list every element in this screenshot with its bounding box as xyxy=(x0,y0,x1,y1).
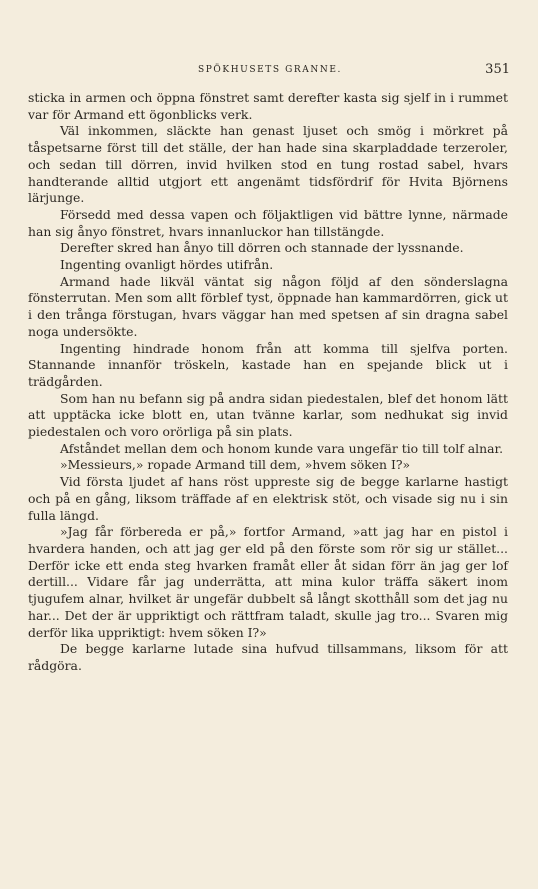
paragraph: Som han nu befann sig på andra sidan piedestalen, blef det honom lätt att upptäcka icke blott en, utan tvänne karlar, som nedhukat sig invid piedestalen och voro orörliga på sin plats. xyxy=(28,390,508,440)
paragraph: Ingenting ovanligt hördes utifrån. xyxy=(60,257,274,273)
running-title: SPÖKHUSETS GRANNE. xyxy=(198,65,342,75)
paragraph: Ingenting hindrade honom från att komma till sjelfva porten. Stannande innanför tröskeln, kastade han en spejande blick ut i trädgården. xyxy=(28,340,508,389)
page-number: 351 xyxy=(485,62,510,77)
paragraph: Försedd med dessa vapen och följaktligen vid bättre lynne, närmade han sig ånyo fönstret, hvars innanluckor han tillstängde. xyxy=(28,206,508,239)
paragraph: Armand hade likväl väntat sig någon följd af den sönderslagna fönsterrutan. Men som allt förblef tyst, öppnade han kammardörren, gick ut i den trånga förstugan, hvars väggar han med spetsen af sin dragna sabel noga undersökte. xyxy=(28,273,508,339)
paragraph-continuation: sticka in armen och öppna fönstret samt derefter kasta sig sjelf in i rummet var för Armand ett ögonblicks verk. xyxy=(28,90,508,122)
body-text xyxy=(28,90,508,675)
page-header xyxy=(28,62,512,80)
paragraph: De begge karlarne lutade sina hufvud tillsammans, liksom för att rådgöra. xyxy=(28,641,508,673)
paragraph-dialogue: »Jag får förbereda er på,» fortfor Armand, »att jag har en pistol i hvardera handen, och att jag ger eld på den förste som rör sig ur stället... Derför icke ett enda steg hvarken framåt eller åt sidan förr än jag ger lof dertill... Vidare får jag underrätta, att mina kulor träffa säkert inom tjugufem alnar, hvilket är ungefär dubbelt så långt skotthåll som det jag nu har... Det der är uppriktigt och rättfram taladt, skulle jag tro... Svaren mig derför lika uppriktigt: hvem söken I?» xyxy=(28,524,508,640)
paragraph: Vid första ljudet af hans röst uppreste sig de begge karlarne hastigt och på en gång, liksom träffade af en elektrisk stöt, och visade sig nu i sin fulla längd. xyxy=(28,474,508,523)
paragraph: Väl inkommen, släckte han genast ljuset och smög i mörkret på tåspetsarne först till det ställe, der han hade sina skarpladdade terzeroler, och sedan till dörren, invid hvilken stod en tung rostad sabel, hvars handterande alltid utgjort ett angenämt tidsfördrif för Hvita Björnens lärjunge. xyxy=(28,123,508,206)
paragraph: Afståndet mellan dem och honom kunde vara ungefär tio till tolf alnar. xyxy=(60,440,504,456)
paragraph: Derefter skred han ånyo till dörren och stannade der lyssnande. xyxy=(60,240,464,256)
paragraph-dialogue: »Messieurs,» ropade Armand till dem, »hvem söken I?» xyxy=(60,457,411,473)
